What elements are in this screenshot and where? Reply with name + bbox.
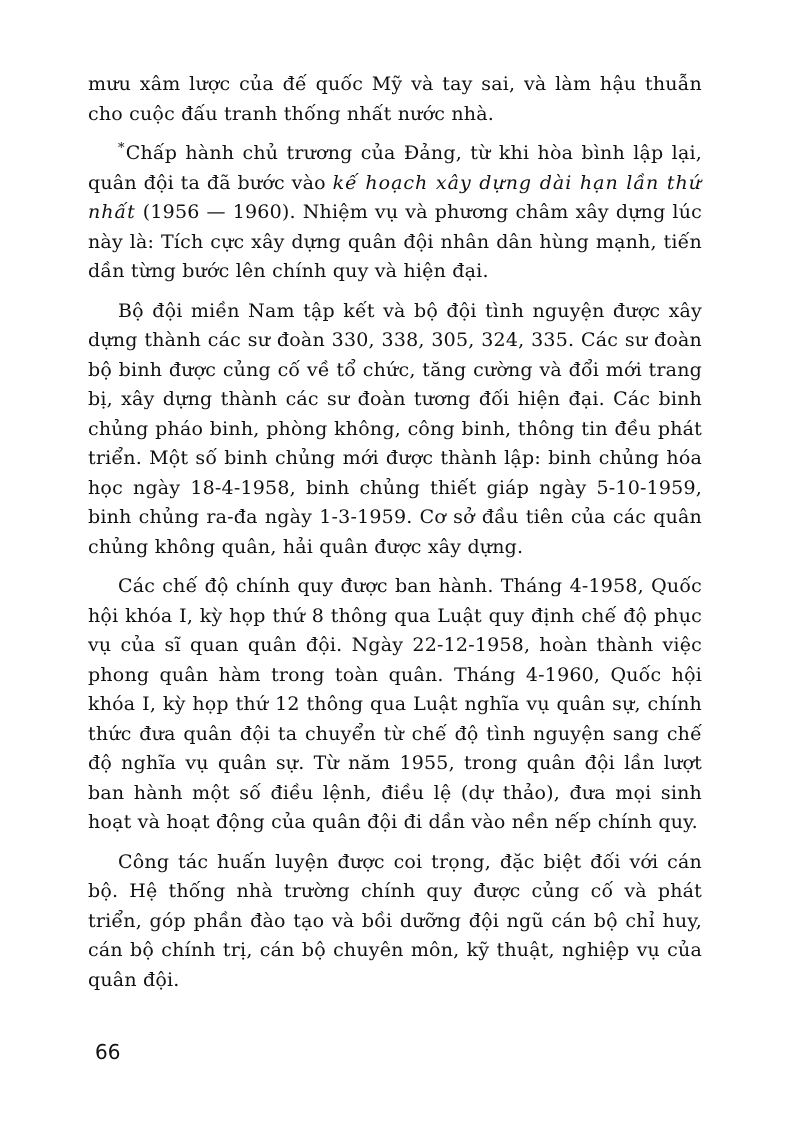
- paragraph-4: Các chế độ chính quy được ban hành. Tháng 4-1958, Quốc hội khóa I, kỳ họp thứ 8 thông qua Luật quy định chế độ phục vụ của sĩ quan quân đội. Ngày 22-12-1958, hoàn thành việc phong quân hàm trong toàn quân. Tháng 4-1960, Quốc hội khóa I, kỳ họp thứ 12 thông qua Luật nghĩa vụ quân sự, chính thức đưa quân đội ta chuyển từ chế độ tình nguyện sang chế độ nghĩa vụ quân sự. Từ năm 1955, trong quân đội lần lượt ban hành một số điều lệnh, điều lệ (dự thảo), đưa mọi sinh hoạt và hoạt động của quân đội đi dần vào nền nếp chính quy.: [88, 575, 702, 833]
- paragraph-1: mưu xâm lược của đế quốc Mỹ và tay sai, và làm hậu thuẫn cho cuộc đấu tranh thống nhất nước nhà.: [88, 73, 702, 125]
- paragraph-2-part-b: (1956 — 1960). Nhiệm vụ và phương châm xây dựng lúc này là: Tích cực xây dựng quân đội nhân dân hùng mạnh, tiến dần từng bước lên chính quy và hiện đại.: [88, 201, 702, 282]
- paragraph-3: Bộ đội miền Nam tập kết và bộ đội tình nguyện được xây dựng thành các sư đoàn 330, 338, 305, 324, 335. Các sư đoàn bộ binh được củng cố về tổ chức, tăng cường và đổi mới trang bị, xây dựng thành các sư đoàn tương đối hiện đại. Các binh chủng pháo binh, phòng không, công binh, thông tin đều phát triển. Một số binh chủng mới được thành lập: binh chủng hóa học ngày 18-4-1958, binh chủng thiết giáp ngày 5-10-1959, binh chủng ra-đa ngày 1-3-1959. Cơ sở đầu tiên của các quân chủng không quân, hải quân được xây dựng.: [88, 299, 702, 558]
- footnote-marker: *: [118, 140, 125, 156]
- paragraph-2: [88, 139, 702, 287]
- paragraph-2-part-a: Chấp hành chủ trương của Đảng, từ khi hòa bình lập lại, quân đội ta đã bước vào: [88, 142, 702, 194]
- paragraph-5: Công tác huấn luyện được coi trọng, đặc biệt đối với cán bộ. Hệ thống nhà trường chính quy được củng cố và phát triển, góp phần đào tạo và bồi dưỡng đội ngũ cán bộ chỉ huy, cán bộ chính trị, cán bộ chuyên môn, kỹ thuật, nghiệp vụ của quân đội.: [88, 850, 702, 991]
- italic-plan-title: kế hoạch xây dựng dài hạn lần thứ nhất: [88, 171, 702, 223]
- page-number: 66: [95, 1040, 121, 1064]
- page-body: [88, 70, 702, 995]
